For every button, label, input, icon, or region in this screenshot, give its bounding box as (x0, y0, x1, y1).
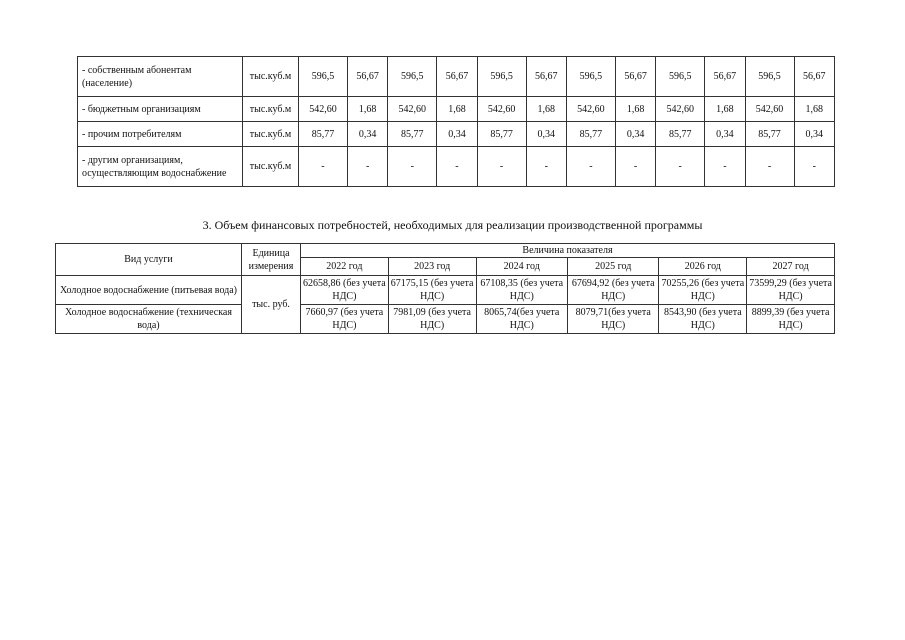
value-cell: - (526, 147, 566, 187)
value-cell: 542,60 (299, 97, 348, 122)
gap-cell (55, 97, 78, 122)
service-name: Холодное водоснабжение (питьевая вода) (56, 276, 242, 305)
value-cell: - (388, 147, 437, 187)
table-row (55, 122, 835, 147)
consumption-table (55, 56, 835, 187)
value-cell: 62658,86 (без учета НДС) (301, 276, 389, 305)
value-cell: 8079,71(без учета НДС) (567, 305, 658, 334)
table-row (55, 57, 835, 97)
row-label: - другим организациям, осуществляющим водоснабжение (78, 147, 243, 187)
value-cell: 85,77 (745, 122, 794, 147)
year-header: 2022 год (301, 258, 389, 276)
value-cell: - (299, 147, 348, 187)
value-cell: 85,77 (477, 122, 526, 147)
row-unit: тыс.куб.м (243, 122, 299, 147)
gap-cell (55, 122, 78, 147)
value-cell: 56,67 (705, 57, 745, 97)
value-cell: 85,77 (656, 122, 705, 147)
value-cell: 0,34 (615, 122, 655, 147)
row-label: - прочим потребителям (78, 122, 243, 147)
value-cell: 0,34 (526, 122, 566, 147)
year-header: 2025 год (567, 258, 658, 276)
value-cell: 56,67 (794, 57, 834, 97)
value-cell: - (566, 147, 615, 187)
financial-needs-table (55, 243, 835, 334)
value-cell: 0,34 (705, 122, 745, 147)
value-cell: 7660,97 (без учета НДС) (301, 305, 389, 334)
value-cell: 596,5 (477, 57, 526, 97)
value-cell: 0,34 (794, 122, 834, 147)
value-cell: 67108,35 (без учета НДС) (476, 276, 567, 305)
table-row (55, 97, 835, 122)
value-cell: - (347, 147, 387, 187)
value-cell: 56,67 (347, 57, 387, 97)
table-row (56, 276, 835, 305)
value-cell: 67175,15 (без учета НДС) (388, 276, 476, 305)
value-cell: 1,68 (526, 97, 566, 122)
year-header: 2027 год (747, 258, 835, 276)
value-cell: - (477, 147, 526, 187)
gap-cell (55, 147, 78, 187)
table-row (55, 147, 835, 187)
header-service: Вид услуги (56, 244, 242, 276)
year-header: 2026 год (659, 258, 747, 276)
value-cell: 0,34 (347, 122, 387, 147)
value-cell: 1,68 (794, 97, 834, 122)
value-cell: 56,67 (526, 57, 566, 97)
value-cell: 596,5 (299, 57, 348, 97)
value-cell: 542,60 (477, 97, 526, 122)
row-unit: тыс.куб.м (243, 57, 299, 97)
value-cell: 542,60 (388, 97, 437, 122)
value-cell: 8065,74(без учета НДС) (476, 305, 567, 334)
year-header: 2024 год (476, 258, 567, 276)
value-cell: 596,5 (388, 57, 437, 97)
header-row (56, 244, 835, 258)
unit-cell: тыс. руб. (242, 276, 301, 334)
row-unit: тыс.куб.м (243, 147, 299, 187)
value-cell: 1,68 (347, 97, 387, 122)
value-cell: - (705, 147, 745, 187)
value-cell: 1,68 (437, 97, 477, 122)
value-cell: 70255,26 (без учета НДС) (659, 276, 747, 305)
value-cell: - (656, 147, 705, 187)
value-cell: 85,77 (299, 122, 348, 147)
header-value: Величина показателя (301, 244, 835, 258)
section-title: 3. Объем финансовых потребностей, необходимых для реализации производственной программы (202, 218, 703, 232)
value-cell: 73599,29 (без учета НДС) (747, 276, 835, 305)
value-cell: 596,5 (745, 57, 794, 97)
value-cell: 56,67 (615, 57, 655, 97)
value-cell: 67694,92 (без учета НДС) (567, 276, 658, 305)
header-unit: Единица измерения (242, 244, 301, 276)
value-cell: 56,67 (437, 57, 477, 97)
value-cell: 8899,39 (без учета НДС) (747, 305, 835, 334)
value-cell: 85,77 (388, 122, 437, 147)
row-unit: тыс.куб.м (243, 97, 299, 122)
year-header: 2023 год (388, 258, 476, 276)
value-cell: - (615, 147, 655, 187)
value-cell: - (437, 147, 477, 187)
table-row (56, 305, 835, 334)
gap-cell (55, 57, 78, 97)
value-cell: 542,60 (745, 97, 794, 122)
service-name: Холодное водоснабжение (техническая вода) (56, 305, 242, 334)
row-label: - собственным абонентам (население) (78, 57, 243, 97)
value-cell: - (794, 147, 834, 187)
value-cell: 542,60 (656, 97, 705, 122)
value-cell: 1,68 (615, 97, 655, 122)
value-cell: 8543,90 (без учета НДС) (659, 305, 747, 334)
value-cell: 7981,09 (без учета НДС) (388, 305, 476, 334)
value-cell: 596,5 (656, 57, 705, 97)
value-cell: 0,34 (437, 122, 477, 147)
value-cell: 596,5 (566, 57, 615, 97)
value-cell: 542,60 (566, 97, 615, 122)
value-cell: - (745, 147, 794, 187)
value-cell: 1,68 (705, 97, 745, 122)
row-label: - бюджетным организациям (78, 97, 243, 122)
value-cell: 85,77 (566, 122, 615, 147)
